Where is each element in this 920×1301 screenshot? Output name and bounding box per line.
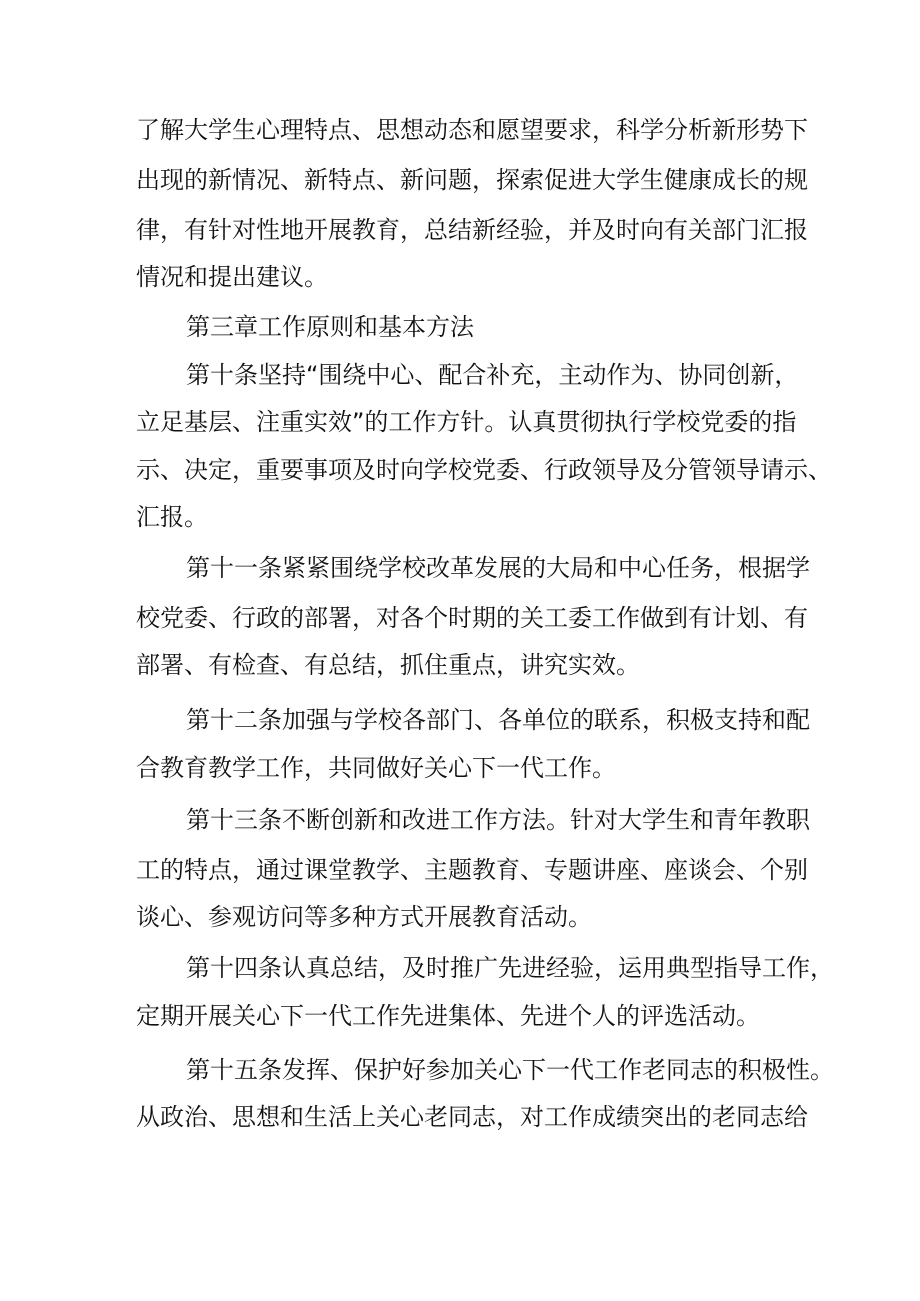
text-line: 立足基层、注重实效”的工作方针。认真贯彻执行学校党委的指: [136, 408, 797, 436]
text-line: 第十条坚持“围绕中心、配合补充，主动作为、协同创新，: [186, 361, 799, 389]
text-line: 了解大学生心理特点、思想动态和愿望要求，科学分析新形势下: [136, 116, 808, 144]
text-line: 情况和提出建议。: [136, 263, 328, 291]
text-line: 部署、有检查、有总结，抓住重点，讲究实效。: [136, 651, 640, 679]
text-line: 律，有针对性地开展教育，总结新经验，并及时向有关部门汇报: [136, 216, 808, 244]
text-line: 定期开展关心下一代工作先进集体、先进个人的评选活动。: [136, 1002, 760, 1030]
text-line: 谈心、参观访问等多种方式开展教育活动。: [136, 903, 592, 931]
text-line: 出现的新情况、新特点、新问题，探索促进大学生健康成长的规: [136, 166, 808, 194]
text-line: 校党委、行政的部署，对各个时期的关工委工作做到有计划、有: [136, 604, 808, 632]
text-line: 示、决定，重要事项及时向学校党委、行政领导及分管领导请示、: [136, 456, 832, 484]
text-line: 第十五条发挥、保护好参加关心下一代工作老同志的积极性。: [186, 1056, 834, 1084]
text-line: 汇报。: [136, 503, 208, 531]
text-line: 合教育教学工作，共同做好关心下一代工作。: [136, 754, 616, 782]
text-line: 第十四条认真总结，及时推广先进经验，运用典型指导工作，: [186, 954, 834, 982]
text-line: 第十一条紧紧围绕学校改革发展的大局和中心任务，根据学: [186, 554, 810, 582]
chapter-heading: 第三章工作原则和基本方法: [186, 313, 474, 341]
text-line: 第十二条加强与学校各部门、各单位的联系，积极支持和配: [186, 706, 810, 734]
text-line: 从政治、思想和生活上关心老同志，对工作成绩突出的老同志给: [136, 1103, 808, 1131]
text-line: 第十三条不断创新和改进工作方法。针对大学生和青年教职: [186, 806, 810, 834]
text-line: 工的特点，通过课堂教学、主题教育、专题讲座、座谈会、个别: [136, 856, 808, 884]
